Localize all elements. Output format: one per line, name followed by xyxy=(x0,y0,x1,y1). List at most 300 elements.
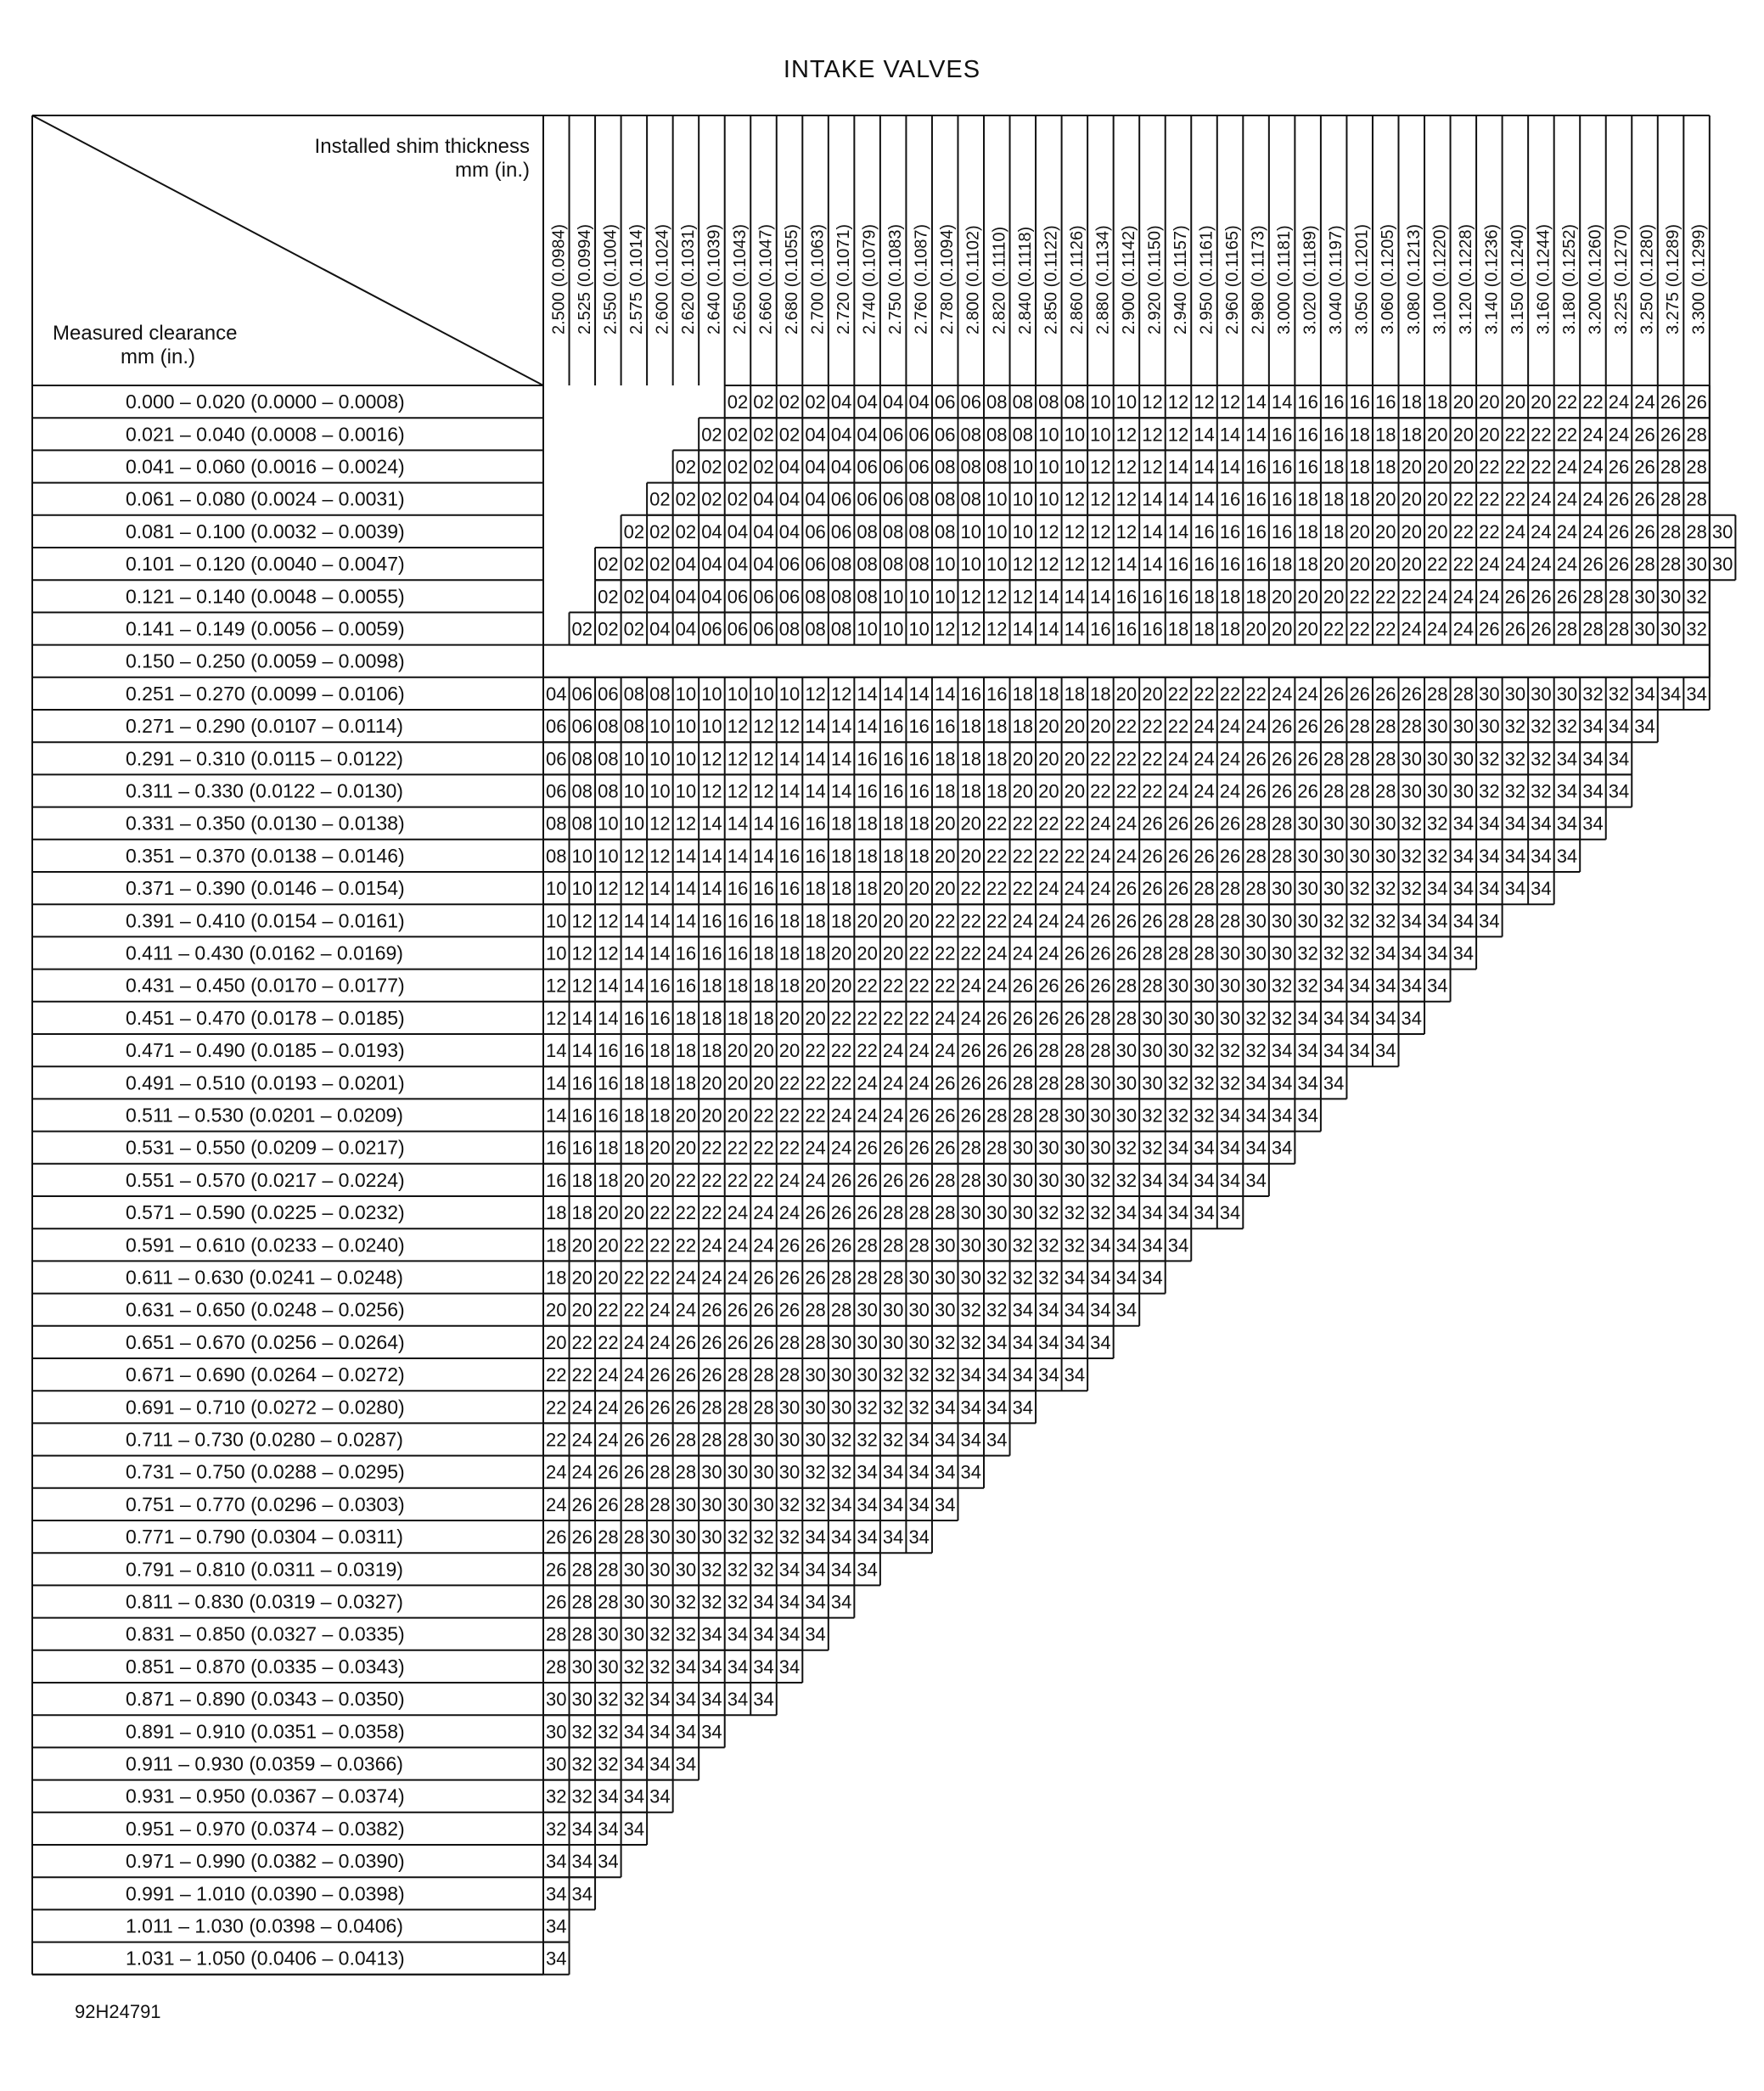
shim-number-cell: 34 xyxy=(1323,1007,1345,1029)
shim-number-cell: 34 xyxy=(1090,1331,1111,1353)
shim-number-cell: 34 xyxy=(1090,1299,1111,1321)
shim-number-cell: 14 xyxy=(830,716,852,738)
shim-number-cell: 32 xyxy=(1038,1267,1059,1289)
shim-number-cell: 20 xyxy=(1297,586,1318,608)
shim-number-cell: 08 xyxy=(649,683,671,705)
shim-number-cell: 34 xyxy=(778,1591,801,1613)
shim-number-cell: 28 xyxy=(1012,1072,1034,1094)
shim-number-cell: 16 xyxy=(1090,618,1111,640)
shim-number-cell: 20 xyxy=(571,1299,593,1321)
shim-number-cell: 28 xyxy=(1686,488,1707,510)
shim-number-cell: 30 xyxy=(1479,716,1500,738)
shim-number-cell: 34 xyxy=(1012,1331,1034,1353)
shim-number-cell: 30 xyxy=(1660,586,1682,608)
shim-number-cell: 22 xyxy=(598,1299,619,1321)
shim-number-cell: 10 xyxy=(960,554,981,576)
shim-number-cell: 34 xyxy=(701,1721,722,1743)
shim-number-cell: 02 xyxy=(675,456,697,478)
shim-number-cell: 26 xyxy=(1582,554,1604,576)
shim-number-cell: 34 xyxy=(805,1623,826,1645)
shim-number-cell: 18 xyxy=(934,780,956,802)
shim-number-cell: 24 xyxy=(1531,554,1552,576)
shim-number-cell: 14 xyxy=(598,975,619,997)
shim-number-cell: 06 xyxy=(830,488,852,510)
shim-number-cell: 34 xyxy=(1374,942,1396,964)
shim-number-cell: 08 xyxy=(857,586,878,608)
clearance-row-label: 0.751 – 0.770 (0.0296 – 0.0303) xyxy=(126,1492,405,1515)
clearance-row-label: 0.971 – 0.990 (0.0382 – 0.0390) xyxy=(126,1850,405,1873)
shim-number-cell: 34 xyxy=(598,1785,619,1807)
shim-thickness-label: 3.160 (0.1244) xyxy=(1534,223,1553,334)
shim-number-cell: 18 xyxy=(908,812,930,835)
shim-number-cell: 34 xyxy=(623,1721,645,1743)
shim-number-cell: 14 xyxy=(1142,488,1163,510)
shim-number-cell: 18 xyxy=(598,1169,619,1191)
shim-number-cell: 30 xyxy=(1660,618,1682,640)
shim-number-cell: 34 xyxy=(1608,780,1630,802)
shim-number-cell: 24 xyxy=(1556,488,1578,510)
shim-number-cell: 30 xyxy=(1556,683,1578,705)
shim-number-cell: 32 xyxy=(1064,1234,1086,1256)
shim-number-cell: 34 xyxy=(1219,1202,1241,1224)
shim-number-cell: 06 xyxy=(727,618,749,640)
shim-number-cell: 06 xyxy=(934,424,956,446)
shim-number-cell: 30 xyxy=(1245,910,1267,932)
shim-number-cell: 30 xyxy=(1271,878,1293,900)
shim-number-cell: 34 xyxy=(908,1461,930,1483)
shim-number-cell: 18 xyxy=(857,845,878,867)
shim-number-cell: 28 xyxy=(1038,1105,1059,1127)
shim-number-cell: 34 xyxy=(1634,683,1655,705)
shim-number-cell: 34 xyxy=(1323,1040,1345,1062)
shim-number-cell: 12 xyxy=(753,716,774,738)
shim-number-cell: 22 xyxy=(1142,716,1163,738)
shim-number-cell: 10 xyxy=(649,780,671,802)
shim-number-cell: 22 xyxy=(701,1137,722,1159)
shim-number-cell: 32 xyxy=(701,1591,722,1613)
shim-number-cell: 02 xyxy=(805,391,826,413)
shim-number-cell: 10 xyxy=(908,618,930,640)
shim-number-cell: 24 xyxy=(623,1364,645,1386)
shim-number-cell: 26 xyxy=(1090,975,1111,997)
shim-number-cell: 16 xyxy=(727,878,749,900)
shim-number-cell: 18 xyxy=(1012,683,1034,705)
shim-number-cell: 22 xyxy=(830,1007,852,1029)
shim-number-cell: 28 xyxy=(1374,780,1396,802)
shim-number-cell: 28 xyxy=(1660,456,1682,478)
shim-number-cell: 32 xyxy=(882,1364,904,1386)
shim-number-cell: 22 xyxy=(1479,456,1500,478)
shim-number-cell: 08 xyxy=(571,780,593,802)
shim-number-cell: 02 xyxy=(753,391,774,413)
shim-number-cell: 34 xyxy=(1167,1202,1189,1224)
shim-number-cell: 32 xyxy=(1531,716,1552,738)
shim-number-cell: 24 xyxy=(675,1299,697,1321)
shim-number-cell: 02 xyxy=(598,618,619,640)
shim-number-cell: 30 xyxy=(1038,1169,1059,1191)
shim-number-cell: 24 xyxy=(1582,456,1604,478)
shim-number-cell: 02 xyxy=(649,554,671,576)
shim-number-cell: 34 xyxy=(1115,1267,1138,1289)
installed-shim-unit: mm (in.) xyxy=(455,159,530,182)
shim-number-cell: 32 xyxy=(882,1429,904,1451)
shim-number-cell: 32 xyxy=(649,1655,671,1678)
shim-thickness-label: 2.820 (0.1110) xyxy=(990,226,1009,334)
shim-number-cell: 26 xyxy=(623,1429,645,1451)
shim-number-cell: 30 xyxy=(1452,748,1475,770)
shim-number-cell: 24 xyxy=(675,1267,697,1289)
shim-number-cell: 16 xyxy=(1297,424,1318,446)
shim-number-cell: 26 xyxy=(1634,488,1655,510)
shim-number-cell: 28 xyxy=(908,1234,930,1256)
shim-number-cell: 30 xyxy=(1038,1137,1059,1159)
shim-number-cell: 34 xyxy=(1374,1040,1396,1062)
shim-number-cell: 22 xyxy=(857,1007,878,1029)
shim-number-cell: 28 xyxy=(753,1364,774,1386)
shim-number-cell: 16 xyxy=(1245,456,1267,478)
shim-number-cell: 18 xyxy=(753,1007,774,1029)
shim-number-cell: 02 xyxy=(675,488,697,510)
shim-number-cell: 30 xyxy=(1323,845,1345,867)
shim-number-cell: 34 xyxy=(1142,1267,1163,1289)
shim-thickness-label: 3.040 (0.1197) xyxy=(1327,225,1346,334)
shim-number-cell: 10 xyxy=(882,618,904,640)
clearance-row-label: 0.711 – 0.730 (0.0280 – 0.0287) xyxy=(126,1428,403,1451)
shim-number-cell: 26 xyxy=(1090,910,1111,932)
shim-number-cell: 04 xyxy=(753,554,774,576)
shim-number-cell: 22 xyxy=(882,975,904,997)
shim-number-cell: 02 xyxy=(701,456,722,478)
shim-thickness-label: 2.620 (0.1031) xyxy=(678,223,698,334)
clearance-row-label: 0.471 – 0.490 (0.0185 – 0.0193) xyxy=(126,1039,405,1062)
shim-number-cell: 16 xyxy=(805,812,826,835)
shim-number-cell: 30 xyxy=(805,1429,826,1451)
shim-number-cell: 34 xyxy=(960,1397,981,1419)
shim-number-cell: 04 xyxy=(830,456,852,478)
clearance-row-label: 0.351 – 0.370 (0.0138 – 0.0146) xyxy=(126,844,405,867)
shim-thickness-label: 2.800 (0.1102) xyxy=(963,225,983,334)
shim-number-cell: 22 xyxy=(1115,716,1138,738)
shim-number-cell: 30 xyxy=(908,1267,930,1289)
shim-number-cell: 18 xyxy=(1349,456,1370,478)
shim-number-cell: 10 xyxy=(675,748,697,770)
shim-number-cell: 14 xyxy=(546,1072,567,1094)
shim-number-cell: 24 xyxy=(1608,391,1630,413)
shim-number-cell: 16 xyxy=(805,845,826,867)
shim-number-cell: 14 xyxy=(1271,391,1293,413)
shim-number-cell: 34 xyxy=(1556,748,1578,770)
shim-number-cell: 12 xyxy=(1167,391,1189,413)
shim-number-cell: 18 xyxy=(857,878,878,900)
shim-number-cell: 18 xyxy=(598,1137,619,1159)
shim-number-cell: 30 xyxy=(1219,942,1241,964)
shim-number-cell: 06 xyxy=(934,391,956,413)
shim-number-cell: 12 xyxy=(1115,424,1138,446)
clearance-row-label: 0.551 – 0.570 (0.0217 – 0.0224) xyxy=(126,1168,405,1191)
shim-number-cell: 10 xyxy=(571,845,593,867)
shim-number-cell: 22 xyxy=(546,1397,567,1419)
shim-number-cell: 32 xyxy=(753,1526,774,1549)
shim-number-cell: 34 xyxy=(1167,1234,1189,1256)
clearance-row-label: 0.831 – 0.850 (0.0327 – 0.0335) xyxy=(126,1622,405,1645)
shim-number-cell: 26 xyxy=(1271,716,1293,738)
shim-number-cell: 32 xyxy=(546,1818,567,1840)
shim-number-cell: 32 xyxy=(1297,975,1318,997)
shim-number-cell: 26 xyxy=(675,1331,697,1353)
shim-thickness-label: 3.300 (0.1299) xyxy=(1689,223,1709,334)
shim-number-cell: 24 xyxy=(1504,554,1526,576)
shim-number-cell: 28 xyxy=(571,1623,593,1645)
shim-number-cell: 22 xyxy=(1142,748,1163,770)
shim-number-cell: 20 xyxy=(960,812,981,835)
shim-number-cell: 30 xyxy=(1167,1040,1189,1062)
shim-number-cell: 16 xyxy=(986,683,1008,705)
shim-number-cell: 32 xyxy=(1297,942,1318,964)
shim-number-cell: 16 xyxy=(1271,520,1293,542)
shim-number-cell: 10 xyxy=(908,586,930,608)
shim-number-cell: 22 xyxy=(1374,586,1396,608)
shim-number-cell: 28 xyxy=(882,1267,904,1289)
shim-number-cell: 22 xyxy=(857,975,878,997)
shim-number-cell: 20 xyxy=(1271,618,1293,640)
shim-number-cell: 28 xyxy=(1374,716,1396,738)
shim-number-cell: 26 xyxy=(1038,1007,1059,1029)
shim-number-cell: 22 xyxy=(805,1105,826,1127)
shim-number-cell: 16 xyxy=(1219,488,1241,510)
shim-number-cell: 24 xyxy=(571,1429,593,1451)
shim-number-cell: 10 xyxy=(778,683,801,705)
shim-thickness-label: 2.850 (0.1122) xyxy=(1042,225,1061,334)
shim-number-cell: 32 xyxy=(1349,942,1370,964)
shim-number-cell: 28 xyxy=(1219,878,1241,900)
shim-number-cell: 16 xyxy=(1142,586,1163,608)
shim-number-cell: 20 xyxy=(857,942,878,964)
shim-number-cell: 26 xyxy=(1115,942,1138,964)
shim-number-cell: 34 xyxy=(1297,1105,1318,1127)
shim-number-cell: 14 xyxy=(908,683,930,705)
shim-number-cell: 34 xyxy=(960,1364,981,1386)
shim-number-cell: 18 xyxy=(882,845,904,867)
shim-number-cell: 32 xyxy=(1582,683,1604,705)
shim-number-cell: 08 xyxy=(623,683,645,705)
shim-number-cell: 26 xyxy=(1012,975,1034,997)
shim-thickness-label: 2.740 (0.1079) xyxy=(860,223,879,334)
shim-number-cell: 34 xyxy=(1271,1105,1293,1127)
shim-number-cell: 22 xyxy=(1064,812,1086,835)
shim-number-cell: 10 xyxy=(1038,488,1059,510)
shim-number-cell: 22 xyxy=(1374,618,1396,640)
shim-number-cell: 28 xyxy=(1323,748,1345,770)
shim-number-cell: 18 xyxy=(727,975,749,997)
shim-number-cell: 34 xyxy=(701,1623,722,1645)
shim-number-cell: 28 xyxy=(1194,942,1215,964)
shim-number-cell: 34 xyxy=(1686,683,1707,705)
shim-number-cell: 18 xyxy=(753,975,774,997)
shim-number-cell: 34 xyxy=(701,1655,722,1678)
shim-number-cell: 16 xyxy=(1167,586,1189,608)
shim-number-cell: 34 xyxy=(1271,1137,1293,1159)
shim-number-cell: 14 xyxy=(649,942,671,964)
shim-number-cell: 28 xyxy=(1194,878,1215,900)
shim-number-cell: 34 xyxy=(1115,1234,1138,1256)
shim-number-cell: 22 xyxy=(623,1234,645,1256)
shim-thickness-label: 2.500 (0.0984) xyxy=(549,223,569,334)
shim-number-cell: 08 xyxy=(805,586,826,608)
shim-number-cell: 34 xyxy=(1531,812,1552,835)
shim-number-cell: 24 xyxy=(1556,456,1578,478)
shim-number-cell: 32 xyxy=(1401,812,1422,835)
shim-number-cell: 06 xyxy=(908,424,930,446)
shim-number-cell: 34 xyxy=(1349,975,1370,997)
shim-number-cell: 30 xyxy=(1012,1202,1034,1224)
shim-number-cell: 14 xyxy=(1142,554,1163,576)
shim-number-cell: 34 xyxy=(1582,748,1604,770)
shim-number-cell: 28 xyxy=(649,1461,671,1483)
shim-number-cell: 26 xyxy=(753,1331,774,1353)
shim-number-cell: 02 xyxy=(623,618,645,640)
shim-number-cell: 14 xyxy=(882,683,904,705)
shim-number-cell: 32 xyxy=(1531,780,1552,802)
shim-number-cell: 30 xyxy=(1194,1007,1215,1029)
shim-number-cell: 12 xyxy=(934,618,956,640)
shim-number-cell: 20 xyxy=(882,878,904,900)
shim-number-cell: 34 xyxy=(857,1461,878,1483)
shim-number-cell: 22 xyxy=(1012,812,1034,835)
clearance-row-label: 0.911 – 0.930 (0.0359 – 0.0366) xyxy=(126,1752,403,1775)
shim-number-cell: 24 xyxy=(1038,942,1059,964)
shim-number-cell: 22 xyxy=(986,812,1008,835)
shim-number-cell: 12 xyxy=(1090,488,1111,510)
shim-number-cell: 32 xyxy=(571,1785,593,1807)
shim-number-cell: 20 xyxy=(1297,618,1318,640)
shim-number-cell: 18 xyxy=(623,1137,645,1159)
shim-number-cell: 14 xyxy=(675,845,697,867)
shim-number-cell: 08 xyxy=(882,554,904,576)
shim-number-cell: 30 xyxy=(1374,812,1396,835)
shim-number-cell: 16 xyxy=(1297,391,1318,413)
shim-thickness-label: 2.575 (0.1014) xyxy=(626,223,646,334)
shim-number-cell: 04 xyxy=(727,520,749,542)
shim-number-cell: 30 xyxy=(1297,812,1318,835)
shim-number-cell: 32 xyxy=(1479,748,1500,770)
shim-number-cell: 18 xyxy=(1297,488,1318,510)
shim-number-cell: 34 xyxy=(701,1689,722,1711)
shim-number-cell: 30 xyxy=(623,1591,645,1613)
shim-number-cell: 34 xyxy=(1427,942,1448,964)
shim-number-cell: 24 xyxy=(571,1461,593,1483)
shim-number-cell: 14 xyxy=(1167,488,1189,510)
shim-number-cell: 34 xyxy=(830,1526,852,1549)
shim-number-cell: 28 xyxy=(1686,456,1707,478)
shim-number-cell: 26 xyxy=(1194,845,1215,867)
shim-number-cell: 34 xyxy=(1297,1040,1318,1062)
shim-number-cell: 22 xyxy=(908,1007,930,1029)
shim-number-cell: 26 xyxy=(1245,748,1267,770)
shim-number-cell: 04 xyxy=(649,586,671,608)
shim-number-cell: 10 xyxy=(649,748,671,770)
shim-number-cell: 34 xyxy=(1038,1299,1059,1321)
shim-number-cell: 22 xyxy=(986,878,1008,900)
shim-number-cell: 06 xyxy=(753,618,774,640)
shim-number-cell: 34 xyxy=(1452,910,1475,932)
shim-number-cell: 04 xyxy=(727,554,749,576)
shim-number-cell: 26 xyxy=(986,1040,1008,1062)
shim-number-cell: 34 xyxy=(649,1721,671,1743)
shim-number-cell: 20 xyxy=(1064,716,1086,738)
shim-thickness-label: 2.860 (0.1126) xyxy=(1067,225,1087,334)
shim-thickness-label: 3.250 (0.1280) xyxy=(1638,223,1657,334)
shim-number-cell: 02 xyxy=(623,554,645,576)
shim-number-cell: 16 xyxy=(675,942,697,964)
shim-number-cell: 34 xyxy=(1349,1040,1370,1062)
shim-number-cell: 10 xyxy=(882,586,904,608)
shim-number-cell: 08 xyxy=(908,554,930,576)
clearance-row-label: 0.271 – 0.290 (0.0107 – 0.0114) xyxy=(126,715,403,738)
shim-number-cell: 28 xyxy=(1219,910,1241,932)
shim-number-cell: 24 xyxy=(1194,748,1215,770)
shim-number-cell: 10 xyxy=(649,716,671,738)
shim-number-cell: 26 xyxy=(805,1267,826,1289)
shim-number-cell: 28 xyxy=(805,1331,826,1353)
shim-number-cell: 12 xyxy=(675,812,697,835)
shim-number-cell: 14 xyxy=(1219,424,1241,446)
shim-number-cell: 24 xyxy=(778,1202,801,1224)
shim-number-cell: 18 xyxy=(778,910,801,932)
shim-number-cell: 24 xyxy=(649,1331,671,1353)
shim-number-cell: 34 xyxy=(1582,812,1604,835)
shim-number-cell: 24 xyxy=(960,975,981,997)
shim-number-cell: 22 xyxy=(1504,488,1526,510)
clearance-row-label: 0.571 – 0.590 (0.0225 – 0.0232) xyxy=(126,1201,405,1224)
shim-number-cell: 16 xyxy=(1271,456,1293,478)
shim-number-cell: 34 xyxy=(1142,1169,1163,1191)
shim-number-cell: 30 xyxy=(778,1461,801,1483)
shim-number-cell: 20 xyxy=(701,1072,722,1094)
shim-number-cell: 22 xyxy=(1452,488,1475,510)
shim-number-cell: 26 xyxy=(960,1105,981,1127)
shim-number-cell: 14 xyxy=(701,845,722,867)
shim-number-cell: 22 xyxy=(986,845,1008,867)
shim-number-cell: 02 xyxy=(623,520,645,542)
clearance-row-label: 0.511 – 0.530 (0.0201 – 0.0209) xyxy=(126,1104,403,1127)
shim-number-cell: 34 xyxy=(571,1883,593,1905)
shim-number-cell: 28 xyxy=(1660,554,1682,576)
shim-number-cell: 28 xyxy=(1582,618,1604,640)
shim-number-cell: 18 xyxy=(1271,554,1293,576)
shim-number-cell: 20 xyxy=(830,975,852,997)
shim-number-cell: 30 xyxy=(1167,1007,1189,1029)
shim-number-cell: 18 xyxy=(649,1040,671,1062)
shim-thickness-label: 3.020 (0.1189) xyxy=(1301,225,1320,334)
shim-number-cell: 30 xyxy=(701,1526,722,1549)
shim-number-cell: 12 xyxy=(623,878,645,900)
shim-number-cell: 20 xyxy=(546,1331,567,1353)
shim-number-cell: 30 xyxy=(727,1493,749,1515)
shim-number-cell: 24 xyxy=(934,1007,956,1029)
shim-number-cell: 18 xyxy=(1297,554,1318,576)
shim-number-cell: 18 xyxy=(960,716,981,738)
shim-number-cell: 22 xyxy=(1349,618,1370,640)
shim-number-cell: 32 xyxy=(649,1623,671,1645)
shim-number-cell: 16 xyxy=(649,1007,671,1029)
shim-number-cell: 28 xyxy=(1686,520,1707,542)
shim-number-cell: 26 xyxy=(649,1397,671,1419)
shim-number-cell: 22 xyxy=(778,1105,801,1127)
shim-thickness-label: 2.720 (0.1071) xyxy=(834,223,854,334)
shim-number-cell: 28 xyxy=(1634,554,1655,576)
shim-number-cell: 02 xyxy=(701,424,722,446)
shim-number-cell: 14 xyxy=(598,1007,619,1029)
